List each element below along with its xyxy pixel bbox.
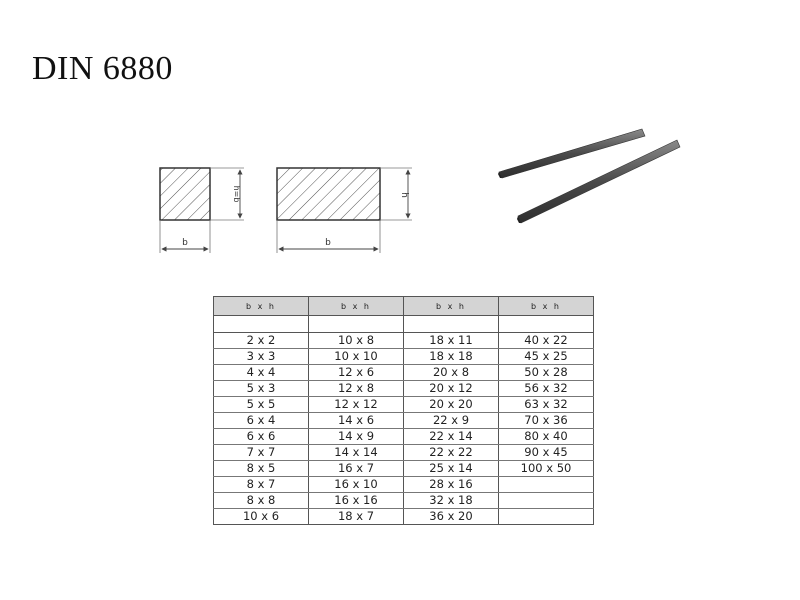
table-cell: 12 x 6	[309, 365, 404, 381]
table-cell: 20 x 20	[404, 397, 499, 413]
table-cell: 80 x 40	[499, 429, 594, 445]
table-cell: 22 x 14	[404, 429, 499, 445]
table-cell: 10 x 8	[309, 333, 404, 349]
table-row	[214, 509, 594, 525]
square-section	[160, 168, 244, 253]
table-cell: 18 x 7	[309, 509, 404, 525]
rod-lower	[517, 140, 680, 223]
column-header: b x h	[214, 297, 309, 316]
square-height-label: h=b	[232, 185, 241, 203]
table-cell: 50 x 28	[499, 365, 594, 381]
table-row	[214, 381, 594, 397]
table-cell: 16 x 10	[309, 477, 404, 493]
dimensions-table	[213, 296, 594, 525]
table-cell: 8 x 7	[214, 477, 309, 493]
table-cell: 7 x 7	[214, 445, 309, 461]
table-row	[214, 349, 594, 365]
table-row	[214, 445, 594, 461]
table-cell	[404, 316, 499, 333]
table-cell: 6 x 6	[214, 429, 309, 445]
column-header: b x h	[499, 297, 594, 316]
table-cell: 4 x 4	[214, 365, 309, 381]
table-cell: 22 x 9	[404, 413, 499, 429]
table-cell: 8 x 8	[214, 493, 309, 509]
key-steel-rods-image	[490, 120, 690, 235]
table-cell: 16 x 7	[309, 461, 404, 477]
square-width-label: b	[182, 238, 188, 248]
table-row	[214, 397, 594, 413]
table-cell: 12 x 12	[309, 397, 404, 413]
table-cell: 100 x 50	[499, 461, 594, 477]
table-row	[214, 493, 594, 509]
rect-section	[277, 168, 412, 253]
table-header-row	[214, 297, 594, 316]
table-cell: 40 x 22	[499, 333, 594, 349]
table-cell: 90 x 45	[499, 445, 594, 461]
table-row	[214, 477, 594, 493]
table-cell: 32 x 18	[404, 493, 499, 509]
table-cell	[499, 509, 594, 525]
table-cell: 25 x 14	[404, 461, 499, 477]
table-cell: 20 x 12	[404, 381, 499, 397]
table-cell: 5 x 5	[214, 397, 309, 413]
table-cell: 12 x 8	[309, 381, 404, 397]
cross-section-diagram	[150, 155, 420, 260]
table-cell	[499, 316, 594, 333]
table-cell	[499, 493, 594, 509]
table-cell: 63 x 32	[499, 397, 594, 413]
table-cell: 36 x 20	[404, 509, 499, 525]
column-header: b x h	[309, 297, 404, 316]
table-row	[214, 316, 594, 333]
table-row	[214, 333, 594, 349]
table-cell	[499, 477, 594, 493]
table-cell: 18 x 11	[404, 333, 499, 349]
table-row	[214, 461, 594, 477]
table-cell: 5 x 3	[214, 381, 309, 397]
table-cell: 18 x 18	[404, 349, 499, 365]
table-cell: 2 x 2	[214, 333, 309, 349]
table-cell: 14 x 9	[309, 429, 404, 445]
column-header: b x h	[404, 297, 499, 316]
table-cell	[309, 316, 404, 333]
table-cell: 70 x 36	[499, 413, 594, 429]
table-row	[214, 413, 594, 429]
table-row	[214, 429, 594, 445]
table-cell: 10 x 10	[309, 349, 404, 365]
table-cell: 3 x 3	[214, 349, 309, 365]
table-cell	[214, 316, 309, 333]
table-cell: 45 x 25	[499, 349, 594, 365]
table-cell: 10 x 6	[214, 509, 309, 525]
table-cell: 14 x 6	[309, 413, 404, 429]
table-cell: 22 x 22	[404, 445, 499, 461]
table-cell: 6 x 4	[214, 413, 309, 429]
table-cell: 16 x 16	[309, 493, 404, 509]
table-cell: 56 x 32	[499, 381, 594, 397]
rect-height-label: h	[399, 192, 409, 198]
page-title: DIN 6880	[32, 50, 173, 87]
rect-width-label: b	[325, 238, 331, 248]
table-cell: 14 x 14	[309, 445, 404, 461]
table-cell: 8 x 5	[214, 461, 309, 477]
table-row	[214, 365, 594, 381]
table-cell: 20 x 8	[404, 365, 499, 381]
table-cell: 28 x 16	[404, 477, 499, 493]
